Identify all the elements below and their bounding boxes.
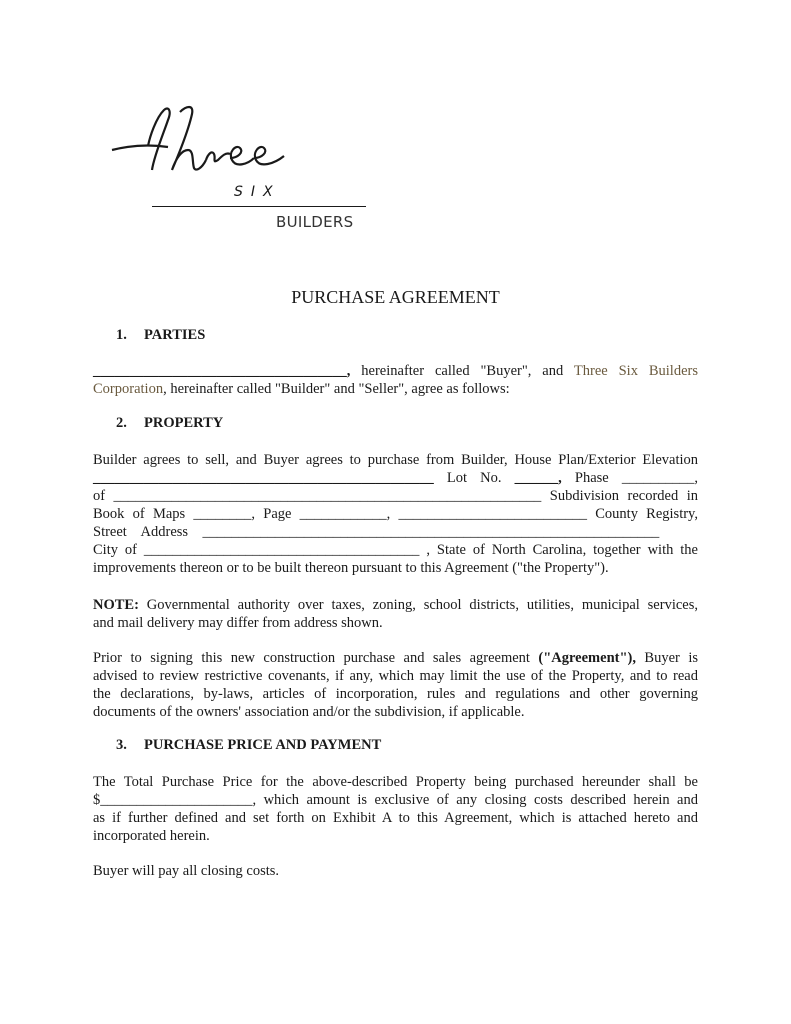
text-line: $_____________________, which amount is exclusive of any closing costs described herein and bbox=[93, 792, 698, 808]
parties-paragraph bbox=[93, 362, 698, 398]
property-paragraph bbox=[93, 451, 698, 577]
text-run: Phase __________, bbox=[561, 470, 698, 486]
closing-costs-paragraph bbox=[93, 862, 698, 880]
company-name-cont: Corporation bbox=[93, 381, 164, 397]
agreement-term: ("Agreement"), bbox=[538, 650, 636, 666]
text-line: the declarations, by-laws, articles of incorporation, rules and regulations and other governing bbox=[93, 686, 698, 702]
text-line: advised to review restrictive covenants, if any, which may limit the use of the Property, and to read bbox=[93, 668, 698, 684]
text-run: , hereinafter called "Builder" and "Seller", agree as follows: bbox=[163, 381, 510, 397]
text-line bbox=[93, 380, 698, 398]
text-line: and mail delivery may differ from address shown. bbox=[93, 615, 383, 631]
text-line: as if further defined and set forth on Exhibit A to this Agreement, which is attached hereto and bbox=[93, 810, 698, 826]
text-line bbox=[93, 362, 698, 380]
section-number: 2. bbox=[116, 415, 127, 431]
document-title: PURCHASE AGREEMENT bbox=[291, 287, 500, 307]
text-line: The Total Purchase Price for the above-described Property being purchased hereunder shall be bbox=[93, 774, 698, 790]
note-label: NOTE: bbox=[93, 597, 139, 613]
text-line bbox=[93, 596, 698, 614]
section-title: PROPERTY bbox=[144, 415, 224, 431]
company-name: Three Six Builders bbox=[573, 363, 698, 379]
logo-six-text: SIX bbox=[234, 184, 281, 200]
elevation-blank: _______________________________________________ bbox=[93, 470, 434, 486]
three-script-logo-icon bbox=[108, 100, 298, 180]
section-number: 1. bbox=[116, 327, 127, 343]
lot-blank: ______, bbox=[514, 470, 562, 486]
text-line: improvements thereon or to be built thereon pursuant to this Agreement ("the Property"). bbox=[93, 560, 609, 576]
text-run: Governmental authority over taxes, zoning, school districts, utilities, municipal services, bbox=[138, 597, 698, 613]
text-line: incorporated herein. bbox=[93, 828, 210, 844]
section-number: 3. bbox=[116, 737, 127, 753]
text-line: Builder agrees to sell, and Buyer agrees to purchase from Builder, House Plan/Exterior Elevation bbox=[93, 452, 698, 468]
section-heading-property bbox=[116, 415, 223, 432]
section-heading-parties bbox=[116, 327, 205, 344]
text-line: Buyer will pay all closing costs. bbox=[93, 863, 280, 879]
logo-builders-text: BUILDERS bbox=[276, 213, 354, 231]
text-run: Lot No. bbox=[433, 470, 515, 486]
text-run: hereinafter called "Buyer", and bbox=[350, 363, 574, 379]
text-line: Book of Maps ________, Page ____________, __________________________ County Registry, bbox=[93, 506, 698, 522]
text-line: Street Address _______________________________________________________________ bbox=[93, 524, 660, 540]
price-paragraph bbox=[93, 773, 698, 845]
text-line: documents of the owners' association and/or the subdivision, if applicable. bbox=[93, 704, 525, 720]
text-line: of ___________________________________________________________ Subdivision recorded in bbox=[93, 488, 698, 504]
section-title: PARTIES bbox=[144, 327, 206, 343]
text-line bbox=[93, 469, 698, 487]
logo-divider bbox=[152, 206, 366, 207]
note-paragraph bbox=[93, 596, 698, 632]
company-logo bbox=[108, 100, 378, 240]
section-heading-price bbox=[116, 737, 381, 754]
text-run: Buyer is bbox=[635, 650, 698, 666]
section-title: PURCHASE PRICE AND PAYMENT bbox=[144, 737, 382, 753]
buyer-name-blank: ___________________________________, bbox=[93, 363, 351, 379]
text-line: City of ______________________________________ , State of North Carolina, together with the bbox=[93, 542, 698, 558]
text-line bbox=[93, 649, 698, 667]
prior-signing-paragraph bbox=[93, 649, 698, 721]
text-run: Prior to signing this new construction purchase and sales agreement bbox=[93, 650, 539, 666]
